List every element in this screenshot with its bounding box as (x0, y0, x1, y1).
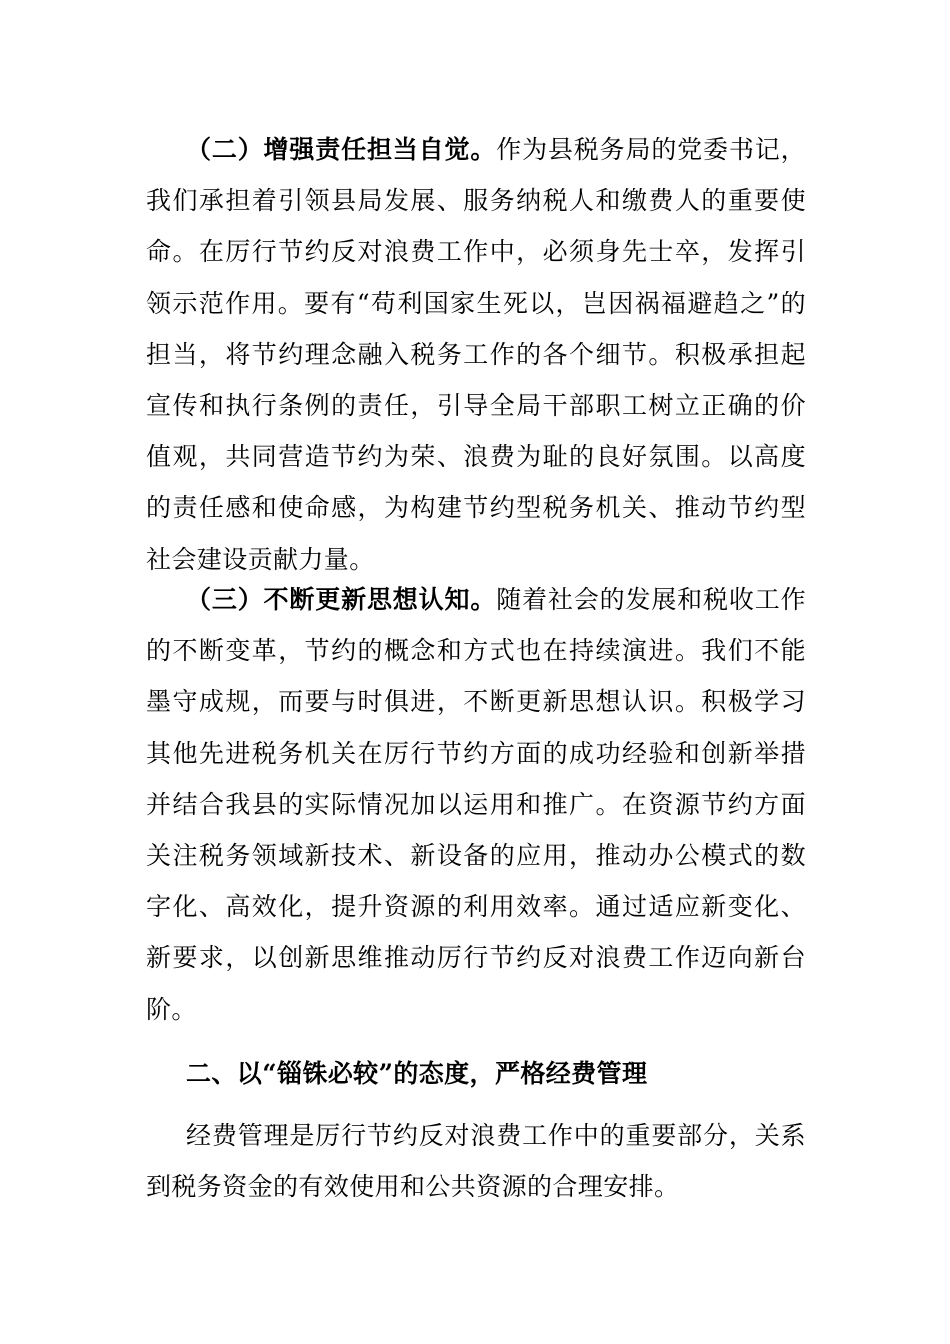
paragraph-responsibility (146, 124, 806, 585)
paragraph-thinking (146, 574, 806, 1035)
paragraph-lead-thinking: （三）不断更新思想认知。 (186, 585, 497, 614)
paragraph-body-responsibility: 作为县税务局的党委书记，我们承担着引领县局发展、服务纳税人和缴费人的重要使命。在厉行节约反对浪费工作中，必须身先士卒，发挥引领示范作用。要有“苟利国家生死以，岂因祸福避趋之”的担当，将节约理念融入税务工作的各个细节。积极承担起宣传和执行条例的责任，引导全局干部职工树立正确的价值观，共同营造节约为荣、浪费为耻的良好氛围。以高度的责任感和使命感，为构建节约型税务机关、推动节约型社会建设贡献力量。 (146, 135, 806, 574)
paragraph-body-thinking: 随着社会的发展和税收工作的不断变革，节约的概念和方式也在持续演进。我们不能墨守成规，而要与时俱进，不断更新思想认识。积极学习其他先进税务机关在厉行节约方面的成功经验和创新举措并结合我县的实际情况加以运用和推广。在资源节约方面关注税务领域新技术、新设备的应用，推动办公模式的数字化、高效化，提升资源的利用效率。通过适应新变化、新要求，以创新思维推动厉行节约反对浪费工作迈向新台阶。 (146, 585, 806, 1024)
paragraph-lead-responsibility: （二）增强责任担当自觉。 (186, 135, 497, 164)
section-heading-funds: 二、以“锱铢必较”的态度，严格经费管理 (186, 1059, 648, 1088)
paragraph-funds-management: 经费管理是厉行节约反对浪费工作中的重要部分，关系到税务资金的有效使用和公共资源的合理安排。 (146, 1121, 806, 1202)
